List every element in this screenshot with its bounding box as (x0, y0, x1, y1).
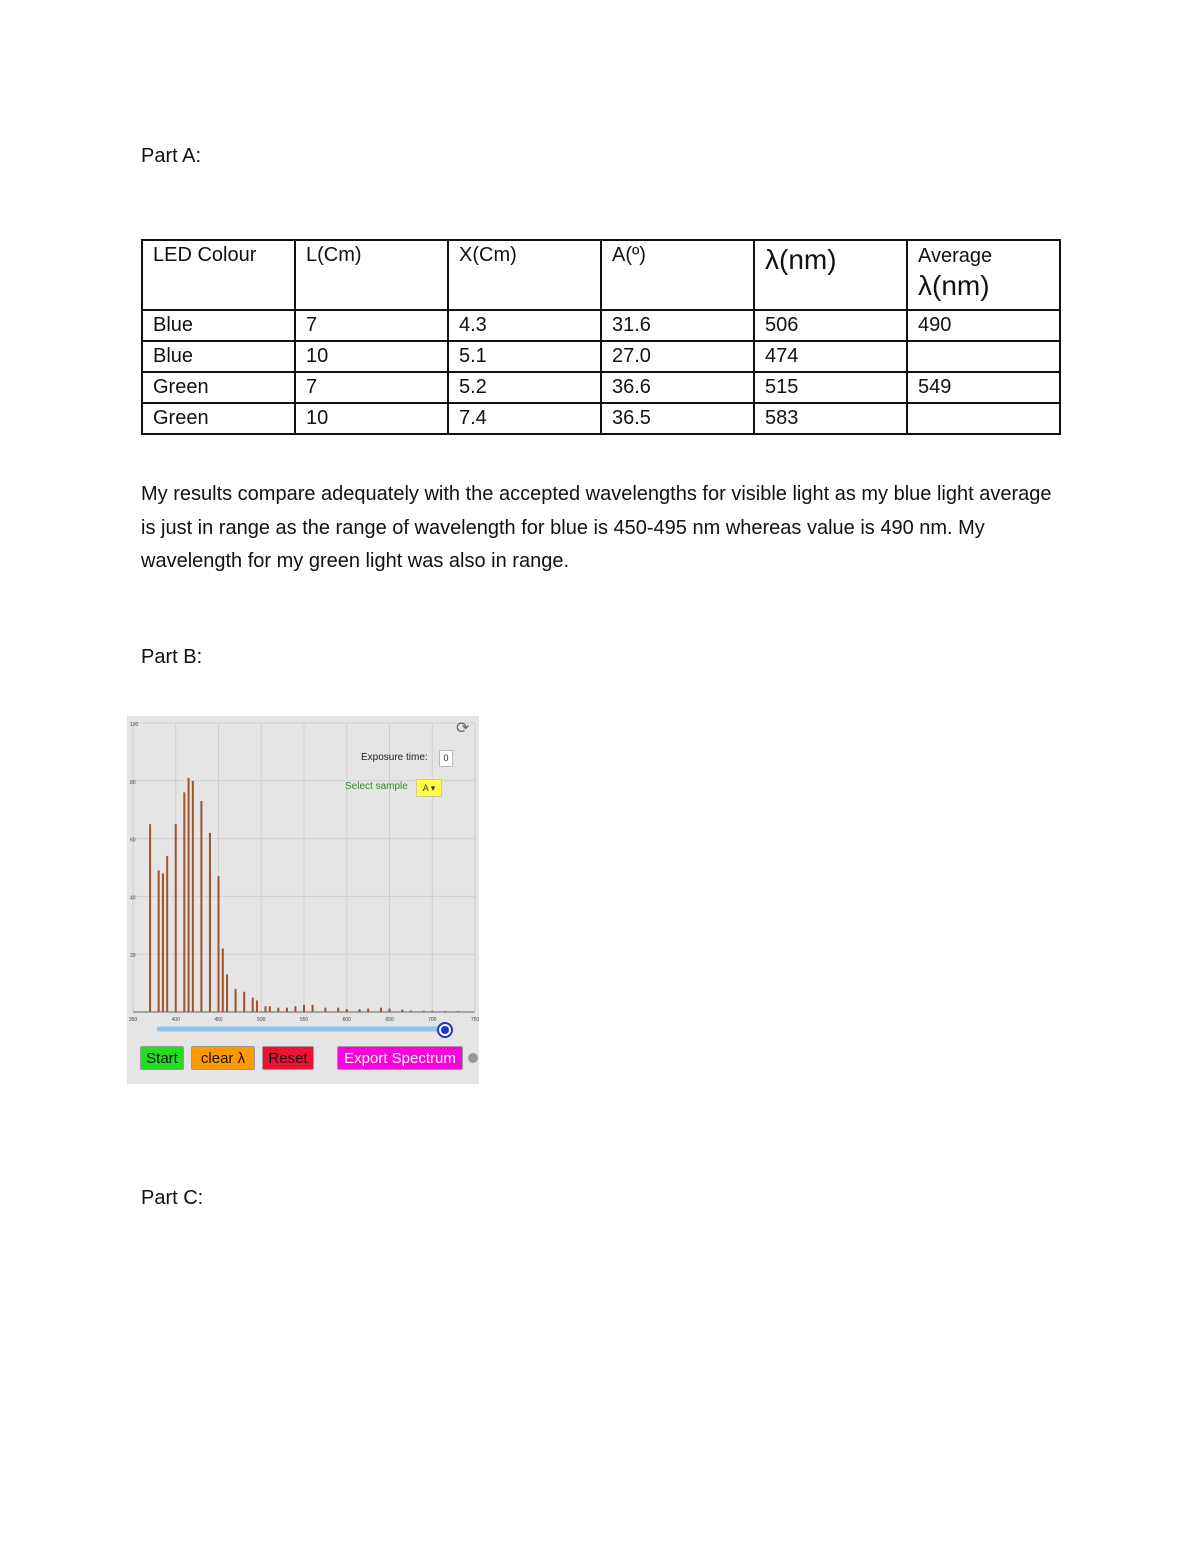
results-table (141, 239, 1061, 435)
sample-dropdown[interactable]: A ▾ (416, 779, 442, 797)
refresh-icon[interactable]: ⟳ (456, 720, 470, 737)
cell-colour: Green (142, 372, 295, 403)
header-x: X(Cm) (448, 240, 601, 310)
spectrum-bar (183, 792, 185, 1012)
results-summary: My results compare adequately with the accepted wavelengths for visible light as my blue light average is just in range as the range of wavelength for blue is 450-495 nm whereas value is 490 nm. My wavelength for my green light was also in range. (141, 483, 1052, 572)
cell-wavelength: 474 (754, 341, 907, 372)
x-tick-label: 750 (470, 1017, 479, 1023)
x-tick-label: 450 (214, 1017, 223, 1023)
y-tick-label: 100 (130, 722, 139, 728)
cell-length: 10 (295, 403, 448, 434)
spectrum-bar (380, 1008, 382, 1012)
spectrum-bar (286, 1008, 288, 1012)
spectrum-bar (265, 1006, 267, 1012)
header-average-label: Average (918, 245, 993, 267)
spectrum-bar (303, 1005, 305, 1012)
spectrum-bar (188, 778, 190, 1012)
spectrum-bar (166, 856, 168, 1012)
table-row (142, 310, 1060, 341)
table-header-row (142, 240, 1060, 310)
cell-average: 490 (907, 310, 1060, 341)
spectrum-bar (162, 873, 164, 1012)
cell-x: 7.4 (448, 403, 601, 434)
header-angle: A(º) (601, 240, 754, 310)
cell-length: 7 (295, 310, 448, 341)
table-row (142, 372, 1060, 403)
y-tick-label: 20 (130, 953, 136, 960)
header-wavelength-label: λ(nm) (765, 244, 837, 275)
spectrum-bar (294, 1006, 296, 1012)
part-a-heading: Part A: (141, 145, 202, 167)
reset-button[interactable]: Reset (262, 1046, 314, 1070)
spectrum-bar (200, 801, 202, 1012)
x-tick-label: 700 (428, 1017, 437, 1023)
part-b-heading: Part B: (141, 646, 203, 668)
cell-length: 7 (295, 372, 448, 403)
spectrum-chart (127, 716, 479, 1084)
spectrum-bar (226, 974, 228, 1012)
x-tick-label: 350 (128, 1017, 138, 1023)
cell-angle: 36.6 (601, 372, 754, 403)
spectrum-bar (324, 1008, 326, 1012)
header-length: L(Cm) (295, 240, 448, 310)
cell-length: 10 (295, 341, 448, 372)
table-row (142, 403, 1060, 434)
header-led-colour: LED Colour (142, 240, 295, 310)
spectrum-bar (222, 948, 224, 1012)
spectrum-bar (312, 1005, 314, 1012)
range-slider-knob-center[interactable] (441, 1026, 449, 1034)
cell-average (907, 403, 1060, 434)
y-tick-label: 40 (130, 895, 136, 902)
cell-colour: Green (142, 403, 295, 434)
cell-average: 549 (907, 372, 1060, 403)
panel-handle[interactable] (468, 1053, 478, 1063)
header-average-unit: λ(nm) (918, 270, 990, 301)
spectrum-bar (158, 870, 160, 1012)
header-average-wavelength (907, 240, 1060, 310)
spectrum-bar (277, 1008, 279, 1012)
cell-colour: Blue (142, 310, 295, 341)
cell-wavelength: 583 (754, 403, 907, 434)
x-tick-label: 500 (257, 1017, 266, 1023)
spectrum-bar (218, 876, 220, 1012)
spectrum-bar (149, 824, 151, 1012)
spectrum-bar (269, 1006, 271, 1012)
cell-x: 5.1 (448, 341, 601, 372)
spectrum-bar (243, 992, 245, 1012)
cell-colour: Blue (142, 341, 295, 372)
cell-wavelength: 506 (754, 310, 907, 341)
cell-x: 5.2 (448, 372, 601, 403)
spectrum-bar (337, 1008, 339, 1012)
x-tick-label: 550 (299, 1017, 309, 1023)
spectrum-bar (256, 1000, 258, 1012)
spectrum-bar (252, 998, 254, 1012)
cell-angle: 36.5 (601, 403, 754, 434)
cell-angle: 31.6 (601, 310, 754, 341)
x-tick-label: 400 (171, 1017, 180, 1023)
cell-angle: 27.0 (601, 341, 754, 372)
spectrum-bar (389, 1009, 391, 1012)
y-tick-label: 80 (130, 779, 136, 786)
table-row (142, 341, 1060, 372)
clear-lambda-button[interactable]: clear λ (191, 1046, 255, 1070)
export-spectrum-button[interactable]: Export Spectrum (337, 1046, 463, 1070)
spectrum-bar (209, 833, 211, 1012)
cell-average (907, 341, 1060, 372)
spectrum-widget (127, 716, 479, 1084)
spectrum-bar (192, 781, 194, 1012)
header-wavelength (754, 240, 907, 310)
x-tick-label: 600 (342, 1017, 351, 1023)
spectrum-bar (367, 1009, 369, 1012)
exposure-time-input[interactable]: 0 (439, 750, 453, 767)
part-c-heading: Part C: (141, 1187, 204, 1209)
cell-wavelength: 515 (754, 372, 907, 403)
spectrum-bar (235, 989, 237, 1012)
x-tick-label: 650 (385, 1017, 394, 1023)
exposure-time-label: Exposure time: (361, 752, 428, 763)
start-button[interactable]: Start (140, 1046, 184, 1070)
y-tick-label: 60 (130, 837, 136, 844)
cell-x: 4.3 (448, 310, 601, 341)
spectrum-bar (175, 824, 177, 1012)
select-sample-label: Select sample (345, 781, 408, 792)
